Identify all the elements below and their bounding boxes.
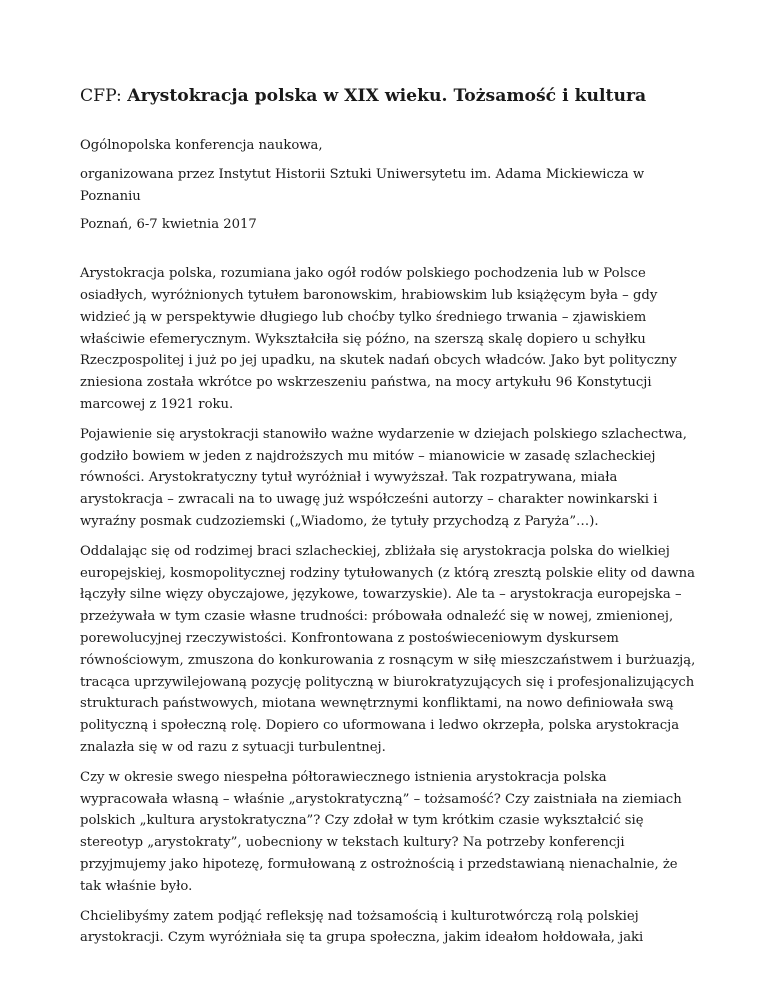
- paragraph: Oddalając się od rodzimej braci szlacheckiej, zbliżała się arystokracja polska do wielkiej europejskiej, kosmopolitycznej rodziny tytułowanych (z którą zresztą polskie elity od dawna łączyły silne więzy obyczajowe, językowe, towarzyskie). Ale ta – arystokracja europejska – przeżywała w tym czasie własne trudności: próbowała odnaleźć się w nowej, zmienionej, porewolucyjnej rzeczywistości. Konfrontowana z postoświeceniowym dyskursem równościowym, zmuszona do konkurowania z rosnącym w siłę mieszczaństwem i burżuazją, tracąca uprzywilejowaną pozycję polityczną w biurokratyzujących się i profesjonalizujących strukturach państwowych, miotana wewnętrznymi konfliktami, na nowo definiowała swą polityczną i społeczną rolę. Dopiero co uformowana i ledwo okrzepła, polska arystokracja znalazła się w od razu z sytuacji turbulentnej.: [80, 543, 696, 755]
- conference-date-place: Poznań, 6-7 kwietnia 2017: [80, 217, 257, 233]
- paragraph: Chcielibyśmy zatem podjąć refleksję nad tożsamością i kulturotwórczą rolą polskiej arystokracji. Czym wyróżniała się ta grupa społeczna, jakim ideałom hołdowała, jaki: [80, 908, 644, 946]
- conference-info: [80, 135, 698, 236]
- paragraph: Arystokracja polska, rozumiana jako ogół rodów polskiego pochodzenia lub w Polsce osiadłych, wyróżnionych tytułem baronowskim, hrabiowskim lub książęcym była – gdy widzieć ją w perspektywie długiego lub choćby tylko średniego trwania – zjawiskiem właściwie efemerycznym. Wykształciła się późno, na szerszą skalę dopiero u schyłku Rzeczpospolitej i już po jej upadku, na skutek nadań obcych władców. Jako byt polityczny zniesiona została wkrótce po wskrzeszeniu państwa, na mocy artykułu 96 Konstytucji marcowej z 1921 roku.: [80, 266, 677, 412]
- paragraph: Czy w okresie swego niespełna półtorawiecznego istnienia arystokracja polska wypracowała własną – właśnie „arystokratyczną” – tożsamość? Czy zaistniała na ziemiach polskich „kultura arystokratyczna”? Czy zdołał w tym krótkim czasie wykształcić się stereotyp „arystokraty”, uobecniony w tekstach kultury? Na potrzeby konferencji przyjmujemy jako hipotezę, formułowaną z ostrożnością i przedstawianą nienachalnie, że tak właśnie było.: [80, 769, 682, 894]
- document-title: [80, 83, 698, 109]
- document-body: [80, 263, 698, 949]
- document-page: [80, 62, 698, 957]
- conference-organizer: organizowana przez Instytut Historii Sztuki Uniwersytetu im. Adama Mickiewicza w Poznaniu: [80, 166, 645, 204]
- paragraph: Pojawienie się arystokracji stanowiło ważne wydarzenie w dziejach polskiego szlachectwa, godziło bowiem w jeden z najdroższych mu mitów – mianowicie w zasadę szlacheckiej równości. Arystokratyczny tytuł wyróżniał i wywyższał. Tak rozpatrywana, miała arystokracja – zwracali na to uwagę już współcześni autorzy – charakter nowinkarski i wyraźny posmak cudzoziemski („Wiadomo, że tytuły przychodzą z Paryża”…).: [80, 426, 687, 529]
- title-main: Arystokracja polska w XIX wieku. Tożsamość i kultura: [127, 86, 647, 106]
- conference-type: Ogólnopolska konferencja naukowa,: [80, 138, 323, 153]
- title-prefix: CFP:: [80, 86, 128, 106]
